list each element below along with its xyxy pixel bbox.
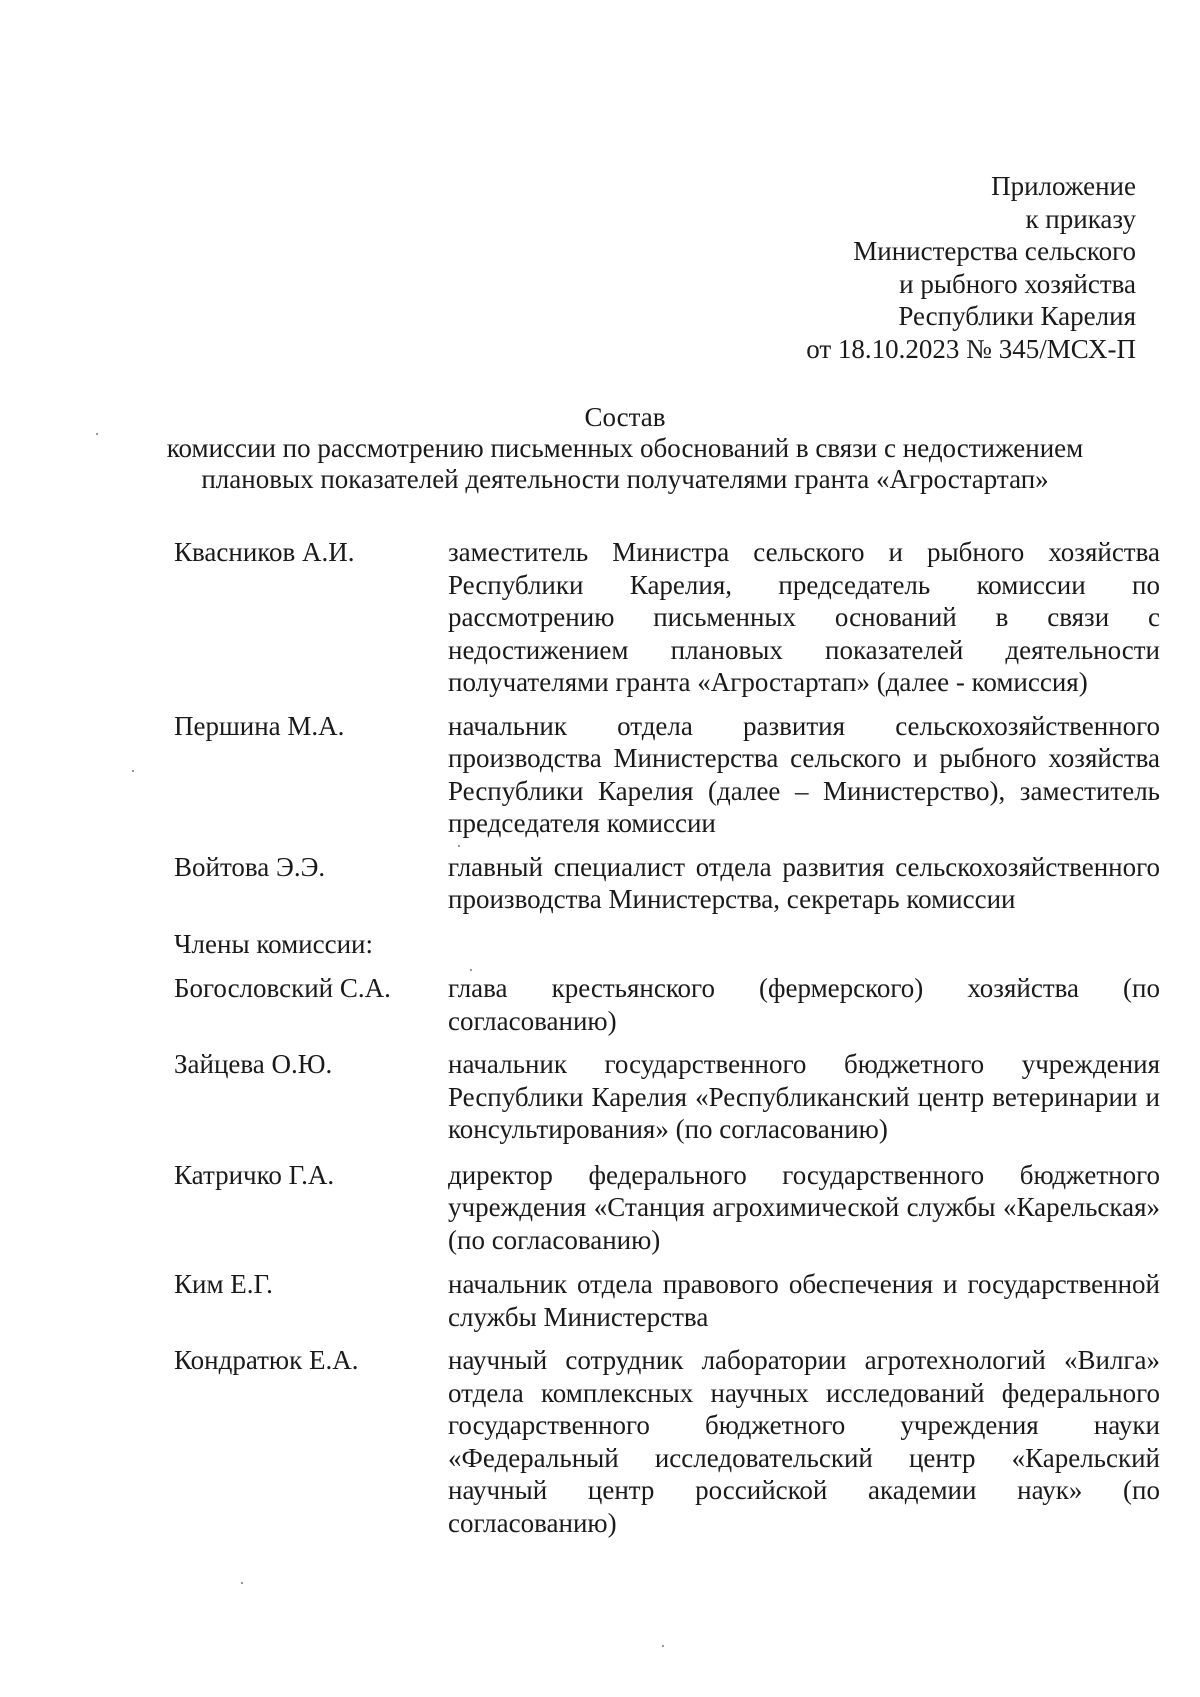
approval-stamp-block: [536, 170, 1136, 365]
scan-speck: [241, 1582, 243, 1584]
member-name: Першина М.А.: [174, 710, 345, 741]
approval-line-5: Республики Карелия: [898, 301, 1136, 331]
members-section-label: Члены комиссии:: [174, 928, 373, 959]
member-name: Ким Е.Г.: [174, 1269, 273, 1299]
commission-row: [174, 710, 1160, 840]
member-name: Кондратюк Е.А.: [174, 1345, 359, 1375]
approval-line-1: Приложение: [991, 171, 1136, 201]
commission-row: [174, 851, 1160, 916]
member-name: Войтова Э.Э.: [174, 851, 326, 882]
member-role: заместитель Министра сельского и рыбного хозяйства Республики Карелия, председатель комиссии по рассмотрению письменных оснований в связи с недостижением плановых показателей деятельности получателями гранта «Агростартап» (далее - комиссия): [448, 537, 1160, 697]
member-role: начальник государственного бюджетного учреждения Республики Карелия «Республиканский центр ветеринарии и консультирования» (по согласованию): [448, 1049, 1160, 1144]
member-role: глава крестьянского (фермерского) хозяйства (по согласованию): [448, 973, 1160, 1036]
member-role: начальник отдела правового обеспечения и государственной службы Министерства: [448, 1269, 1160, 1332]
commission-row: [174, 1048, 1160, 1146]
commission-composition: [174, 536, 1160, 1539]
member-role: главный специалист отдела развития сельскохозяйственного производства Министерства, секретарь комиссии: [448, 851, 1160, 914]
member-name: Катричко Г.А.: [174, 1159, 335, 1190]
document-title: [120, 402, 1130, 495]
member-role: директор федерального государственного бюджетного учреждения «Станция агрохимической службы «Карельская» (по согласованию): [448, 1159, 1160, 1255]
commission-row: [174, 1268, 1160, 1333]
commission-row: [174, 972, 1160, 1037]
title-heading: Состав: [584, 402, 666, 432]
member-name: Зайцева О.Ю.: [174, 1049, 333, 1079]
approval-line-6: от 18.10.2023 № 345/МСХ-П: [806, 333, 1136, 364]
approval-line-3: Министерства сельского: [853, 236, 1136, 266]
scan-speck: [662, 1645, 664, 1647]
member-role: начальник отдела развития сельскохозяйственного производства Министерства сельского и рыбного хозяйства Республики Карелия (далее – Министерство), заместитель председателя комиссии: [448, 710, 1160, 838]
member-name: Богословский С.А.: [174, 973, 391, 1003]
commission-row: [174, 1159, 1160, 1257]
approval-line-4: и рыбного хозяйства: [899, 268, 1136, 299]
scan-speck: [132, 770, 134, 772]
title-line-1: комиссии по рассмотрению письменных обоснований в связи с недостижением: [166, 433, 1084, 463]
title-line-2: плановых показателей деятельности получателями гранта «Агростартап»: [201, 464, 1049, 494]
member-name: Квасников А.И.: [174, 537, 355, 567]
scan-speck: [458, 845, 460, 847]
scan-speck: [470, 969, 472, 971]
approval-line-2: к приказу: [1025, 203, 1136, 234]
scan-speck: [96, 433, 98, 435]
commission-row: [174, 1344, 1160, 1539]
commission-row: [174, 536, 1160, 699]
member-role: научный сотрудник лаборатории агротехнологий «Вилга» отдела комплексных научных исследований федерального государственного бюджетного учреждения науки «Федеральный исследовательский центр «Карельский научный центр российской академии наук» (по согласованию): [448, 1345, 1160, 1538]
